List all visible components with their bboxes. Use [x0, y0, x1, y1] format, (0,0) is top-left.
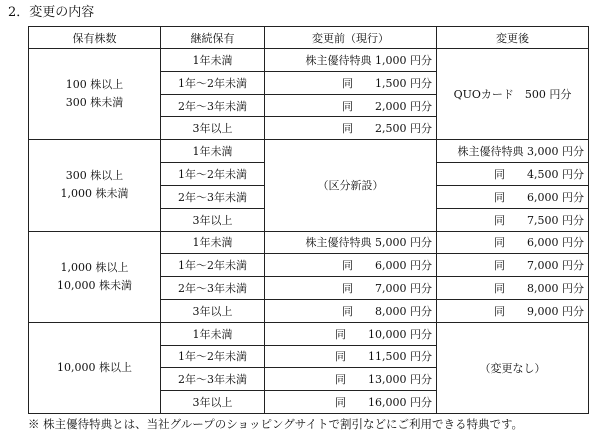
period-cell: 2年～3年未満 [161, 277, 265, 300]
change-table [28, 26, 589, 414]
period-cell: 2年～3年未満 [161, 185, 265, 208]
period-cell: 3年以上 [161, 391, 265, 414]
after-cell: 同 6,000 円分 [437, 185, 589, 208]
header-after: 変更後 [437, 27, 589, 49]
before-cell: 同 1,500 円分 [265, 71, 437, 94]
before-cell: 同 2,500 円分 [265, 117, 437, 140]
shares-line: 100 株以上 [65, 78, 124, 92]
table-row [29, 322, 589, 345]
before-cell: 同 10,000 円分 [265, 322, 437, 345]
period-cell: 1年～2年未満 [161, 71, 265, 94]
shares-cell [29, 140, 161, 231]
after-cell: 同 7,500 円分 [437, 208, 589, 231]
before-cell: 同 6,000 円分 [265, 254, 437, 277]
before-cell: 同 11,500 円分 [265, 345, 437, 368]
before-cell: 株主優待特典 1,000 円分 [265, 49, 437, 72]
period-cell: 2年～3年未満 [161, 94, 265, 117]
table-header-row [29, 27, 589, 49]
shares-line: 10,000 株未満 [57, 278, 132, 292]
period-cell: 3年以上 [161, 299, 265, 322]
shares-cell [29, 322, 161, 413]
shares-cell [29, 231, 161, 322]
period-cell: 1年～2年未満 [161, 163, 265, 186]
period-cell: 2年～3年未満 [161, 368, 265, 391]
after-cell: 同 4,500 円分 [437, 163, 589, 186]
table-row [29, 49, 589, 72]
after-cell-merged: （変更なし） [437, 322, 589, 413]
after-cell-merged: QUOカード 500 円分 [437, 49, 589, 140]
period-cell: 3年以上 [161, 208, 265, 231]
shares-line: 1,000 株未満 [60, 187, 129, 201]
header-shares: 保有株数 [29, 27, 161, 49]
period-cell: 1年未満 [161, 231, 265, 254]
after-cell: 株主優待特典 3,000 円分 [437, 140, 589, 163]
period-cell: 3年以上 [161, 117, 265, 140]
header-holding-period: 継続保有 [161, 27, 265, 49]
after-cell: 同 8,000 円分 [437, 277, 589, 300]
footnote: ※ 株主優待特典とは、当社グループのショッピングサイトで割引などにご利用できる特典です。 [28, 417, 524, 431]
header-before: 変更前（現行） [265, 27, 437, 49]
shares-line: 300 株未満 [65, 96, 124, 110]
table-row [29, 231, 589, 254]
before-cell: 同 8,000 円分 [265, 299, 437, 322]
after-cell: 同 7,000 円分 [437, 254, 589, 277]
shares-line: 10,000 株以上 [57, 360, 132, 374]
before-cell: 同 2,000 円分 [265, 94, 437, 117]
before-cell: 同 16,000 円分 [265, 391, 437, 414]
after-cell: 同 6,000 円分 [437, 231, 589, 254]
table-row [29, 140, 589, 163]
before-cell-merged: （区分新設） [265, 140, 437, 231]
before-cell: 株主優待特典 5,000 円分 [265, 231, 437, 254]
shares-line: 1,000 株以上 [60, 260, 129, 274]
shares-line: 300 株以上 [65, 169, 124, 183]
before-cell: 同 13,000 円分 [265, 368, 437, 391]
before-cell: 同 7,000 円分 [265, 277, 437, 300]
period-cell: 1年～2年未満 [161, 345, 265, 368]
after-cell: 同 9,000 円分 [437, 299, 589, 322]
period-cell: 1年未満 [161, 49, 265, 72]
section-heading: 2．変更の内容 [8, 5, 95, 20]
shares-cell [29, 49, 161, 140]
period-cell: 1年未満 [161, 140, 265, 163]
period-cell: 1年未満 [161, 322, 265, 345]
period-cell: 1年～2年未満 [161, 254, 265, 277]
